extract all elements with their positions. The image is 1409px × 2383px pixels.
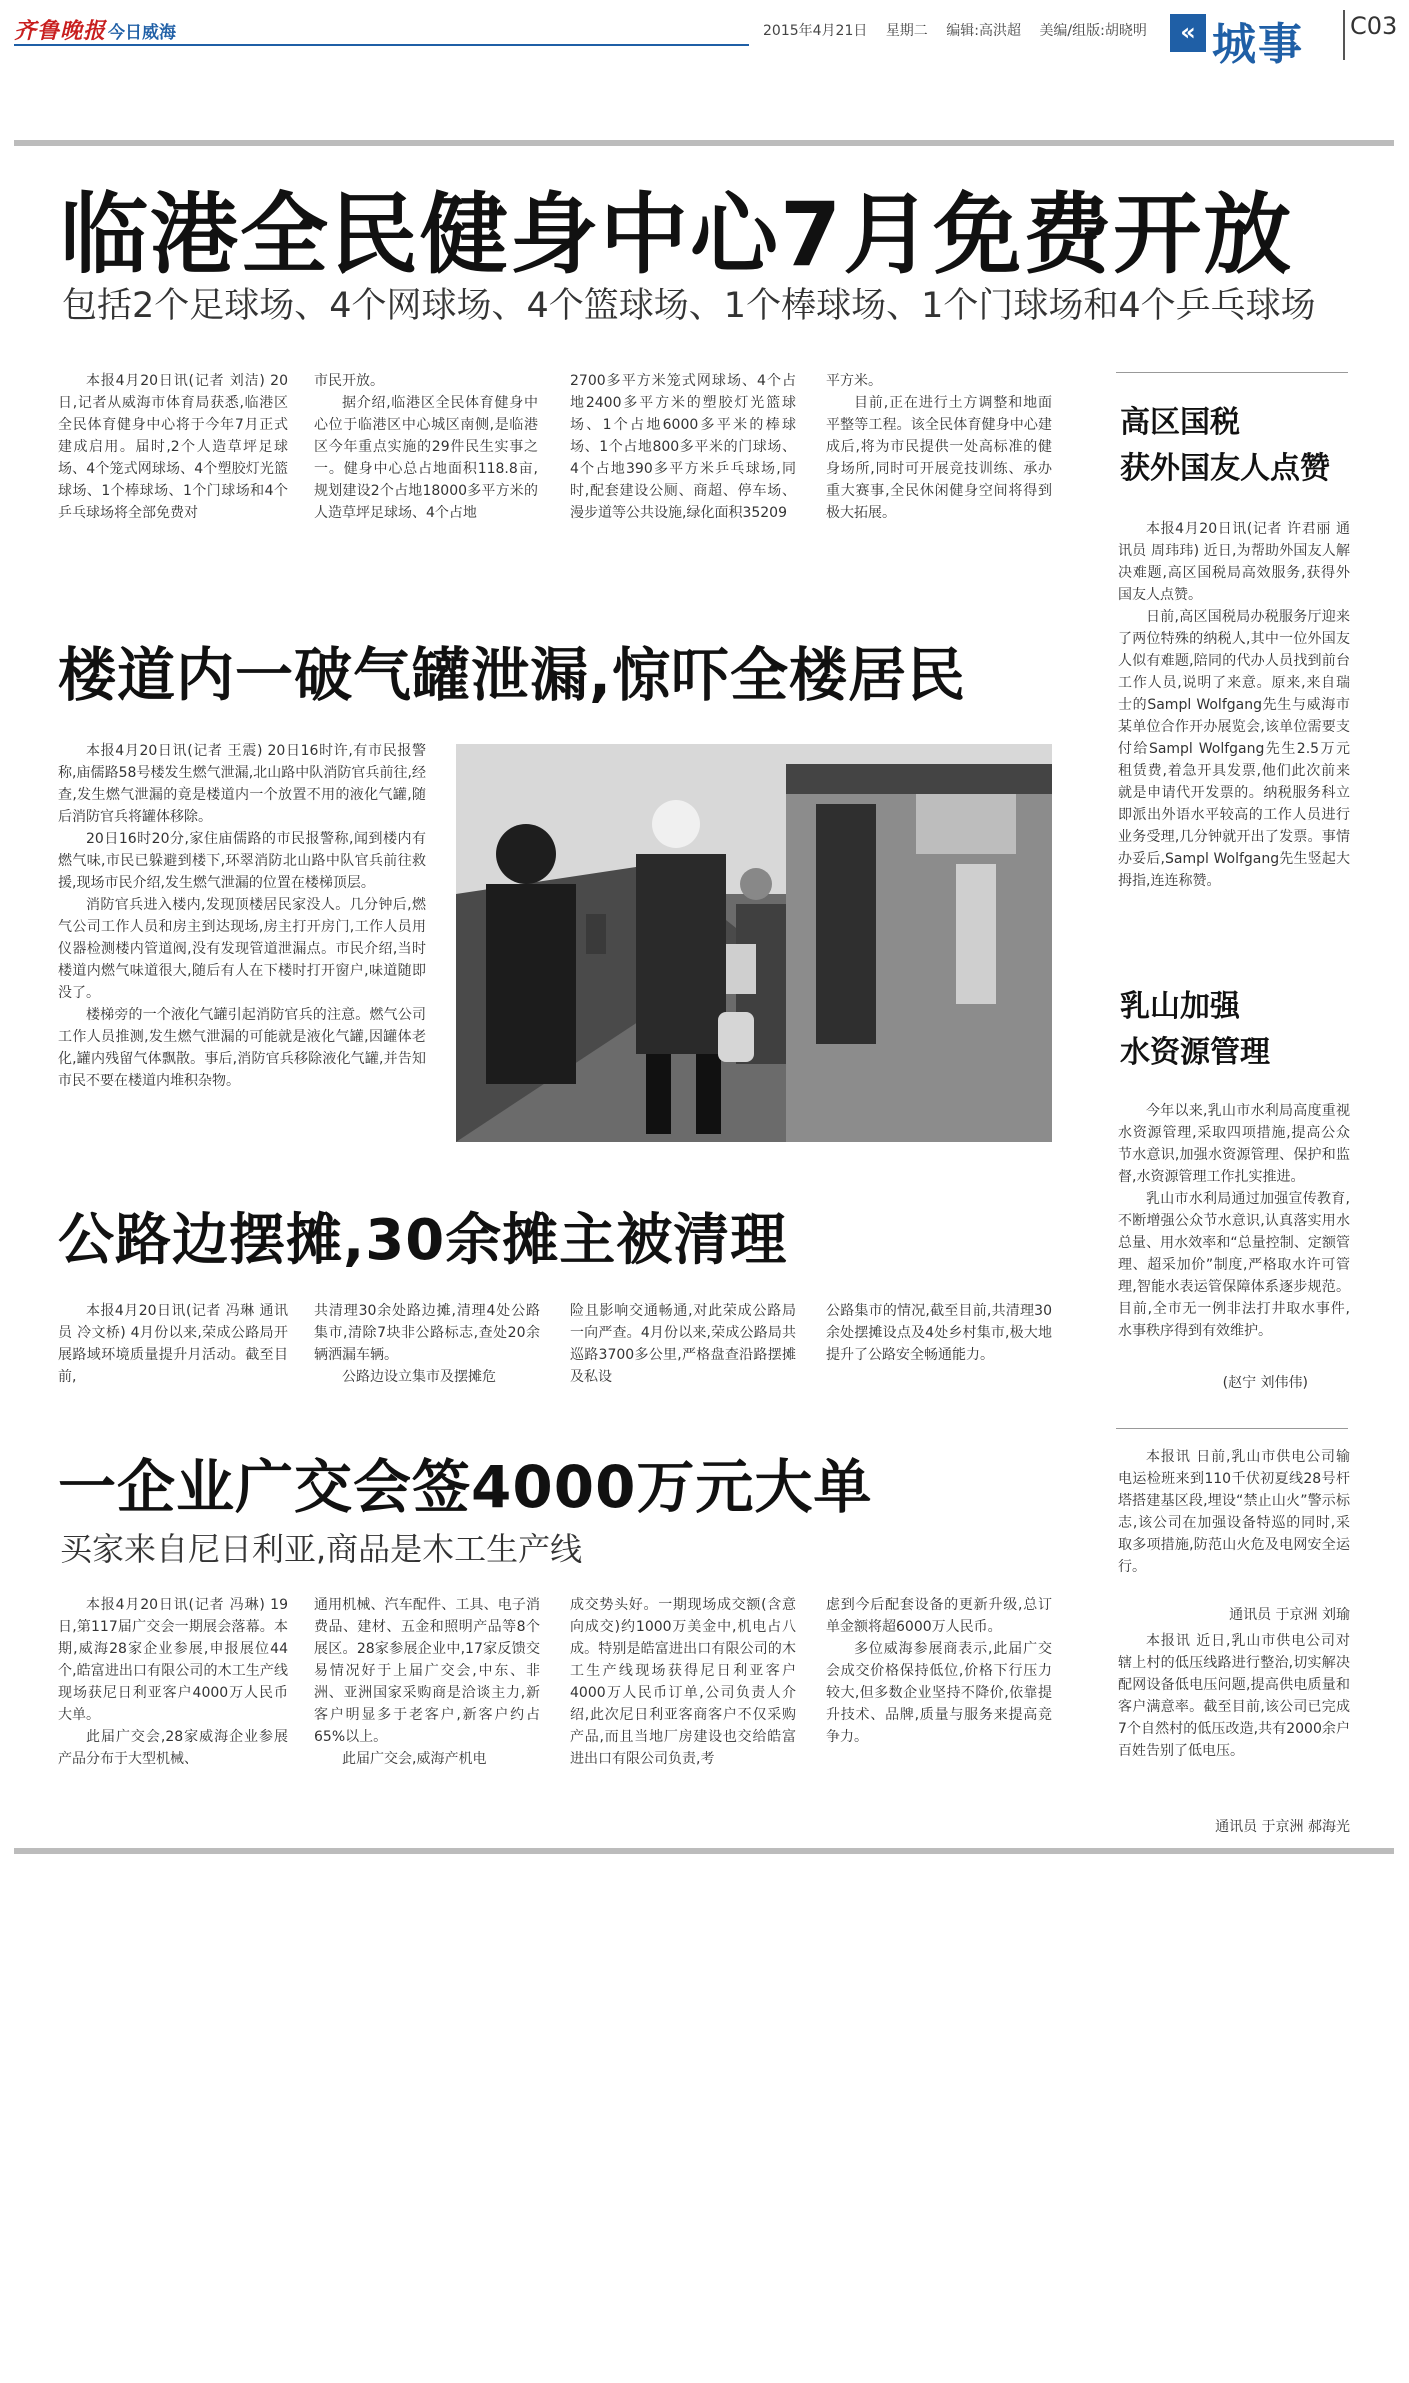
article4-col2	[314, 1594, 540, 1794]
paragraph: 此届广交会,威海产机电	[342, 1751, 487, 1767]
sidebar-headline-water	[1120, 984, 1270, 1076]
article1-col1	[58, 370, 288, 548]
paragraph: 市民开放。	[314, 373, 384, 389]
dateline	[763, 20, 1161, 40]
article4-col1	[58, 1594, 288, 1794]
sidebar-tax-text	[1118, 518, 1350, 980]
subhead-fitness-center: 包括2个足球场、4个网球场、4个篮球场、1个棒球场、1个门球场和4个乒乓球场	[62, 286, 1316, 326]
paragraph: 本报4月20日讯(记者 冯琳) 19日,第117届广交会一期展会落幕。本期,威海28家企业参展,申报展位44个,皓富进出口有限公司的木工生产线现场获尼日利亚客户4000万人民币大单。	[58, 1597, 288, 1723]
news-photo	[456, 744, 1052, 1142]
double-chevron-left-icon: «	[1170, 14, 1206, 52]
paragraph: 本报4月20日讯(记者 许君丽 通讯员 周玮玮) 近日,为帮助外国友人解决难题,高区国税局高效服务,获得外国友人点赞。	[1118, 521, 1350, 603]
headline-line: 高区国税	[1120, 405, 1240, 440]
paragraph: 20日16时20分,家住庙儒路的市民报警称,闻到楼内有燃气味,市民已躲避到楼下,环翠消防北山路中队官兵前往救援,现场市民介绍,发生燃气泄漏的位置在楼梯顶层。	[58, 831, 426, 891]
article3-col3	[570, 1300, 796, 1392]
issue-date: 2015年4月21日	[763, 23, 868, 39]
sidebar-power-text-1	[1118, 1446, 1350, 1600]
editor-credit: 编辑:高洪超	[946, 23, 1021, 39]
page-number: C03	[1350, 12, 1398, 40]
header-separator	[1343, 10, 1345, 60]
headline-gas-leak: 楼道内一破气罐泄漏,惊吓全楼居民	[58, 641, 967, 709]
paragraph: 本报4月20日讯(记者 刘洁) 20日,记者从威海市体育局获悉,临港区全民体育健身中心将于今年7月正式建成启用。届时,2个人造草坪足球场、4个笼式网球场、4个塑胶灯光篮球场、1个棒球场、1个门球场和4个乒乓球场将全部免费对	[58, 373, 288, 521]
paragraph: 楼梯旁的一个液化气罐引起消防官兵的注意。燃气公司工作人员推测,发生燃气泄漏的可能就是液化气罐,因罐体老化,罐内残留气体飘散。事后,消防官兵移除液化气罐,并告知市民不要在楼道内堆积杂物。	[58, 1007, 426, 1089]
paragraph: 通用机械、汽车配件、工具、电子消费品、建材、五金和照明产品等8个展区。28家参展企业中,17家反馈交易情况好于上届广交会,中东、非洲、亚洲国家采购商是洽谈主力,新客户明显多于老客户,新客户约占65%以上。	[314, 1597, 540, 1745]
paragraph: 险且影响交通畅通,对此荣成公路局一向严查。4月份以来,荣成公路局共巡路3700多公里,严格盘查沿路摆摊及私设	[570, 1303, 796, 1385]
issue-weekday: 星期二	[885, 23, 928, 39]
headline-roadside-stalls: 公路边摆摊,30余摊主被清理	[58, 1208, 788, 1273]
paragraph: 虑到今后配套设备的更新升级,总订单金额将超6000万人民币。	[826, 1597, 1052, 1635]
article3-col2	[314, 1300, 540, 1392]
headline-line: 水资源管理	[1120, 1035, 1270, 1070]
paragraph: 成交势头好。一期现场成交额(含意向成交)约1000万美金中,机电占八成。特别是皓富进出口有限公司的木工生产线现场获得尼日利亚客户4000万人民币订单,公司负责人介绍,此次尼日利亚客商客户不仅采购产品,而且当地厂房建设也交给皓富进出口有限公司负责,考	[570, 1597, 796, 1767]
byline: 通讯员 于京洲 郝海光	[1215, 1819, 1350, 1835]
paragraph: 乳山市水利局通过加强宣传教育,不断增强公众节水意识,认真落实用水总量、用水效率和“总量控制、定额管理、超采加价”制度,严格取水许可管理,智能水表运管保障体系逐步规范。目前,全市无一例非法打井取水事件,水事秩序得到有效维护。	[1118, 1191, 1350, 1339]
paragraph: 本报讯 近日,乳山市供电公司对辖上村的低压线路进行整治,切实解决配网设备低电压问题,提高供电质量和客户满意率。截至目前,该公司已完成7个自然村的低压改造,共有2000余户百姓告别了低电压。	[1118, 1633, 1350, 1759]
header-rule	[14, 44, 749, 46]
top-divider	[14, 140, 1394, 146]
section-name: 今日威海	[108, 23, 176, 43]
sidebar-rule	[1116, 372, 1348, 373]
article4-col4	[826, 1594, 1052, 1794]
article4-col3	[570, 1594, 796, 1794]
paragraph: 公路边设立集市及摆摊危	[342, 1369, 496, 1385]
article1-col3	[570, 370, 796, 548]
paragraph: 此届广交会,28家威海企业参展产品分布于大型机械、	[58, 1729, 288, 1767]
headline-canton-fair: 一企业广交会签4000万元大单	[58, 1453, 873, 1521]
byline: 通讯员 于京洲 刘瑜	[1229, 1607, 1350, 1623]
sidebar-headline-tax	[1120, 400, 1330, 492]
paragraph: 据介绍,临港区全民体育健身中心位于临港区中心城区南侧,是临港区今年重点实施的29件民生实事之一。健身中心总占地面积118.8亩,规划建设2个占地18000多平方米的人造草坪足球场、4个占地	[314, 395, 538, 521]
paragraph: 本报4月20日讯(记者 冯琳 通讯员 冷文桥) 4月份以来,荣成公路局开展路域环境质量提升月活动。截至目前,	[58, 1303, 288, 1385]
bottom-divider	[14, 1848, 1394, 1854]
sidebar-rule	[1116, 1428, 1348, 1429]
subhead-canton-fair: 买家来自尼日利亚,商品是木工生产线	[60, 1530, 583, 1568]
paragraph: 平方米。	[826, 373, 882, 389]
masthead-logo: 齐鲁晚报	[14, 18, 107, 44]
designer-credit: 美编/组版:胡晓明	[1039, 23, 1147, 39]
paragraph: 2700多平方米笼式网球场、4个占地2400多平方米的塑胶灯光篮球场、1个占地6000多平米的棒球场、1个占地800多平米的门球场、4个占地390多平方米乒乓球场,同时,配套建设公厕、商超、停车场、漫步道等公共设施,绿化面积35209	[570, 373, 796, 521]
article3-col4	[826, 1300, 1052, 1392]
headline-fitness-center: 临港全民健身中心7月免费开放	[60, 183, 1294, 286]
paragraph: 今年以来,乳山市水利局高度重视水资源管理,采取四项措施,提高公众节水意识,加强水资源管理、保护和监督,水资源管理工作扎实推进。	[1118, 1103, 1350, 1185]
paragraph: 本报4月20日讯(记者 王震) 20日16时许,有市民报警称,庙儒路58号楼发生燃气泄漏,北山路中队消防官兵前往,经查,发生燃气泄漏的竟是楼道内一个放置不用的液化气罐,随后消防官兵将罐体移除。	[58, 743, 426, 825]
paragraph: 目前,正在进行土方调整和地面平整等工程。该全民体育健身中心建成后,将为市民提供一处高标准的健身场所,同时可开展竞技训练、承办重大赛事,全民休闲健身空间将得到极大拓展。	[826, 395, 1052, 521]
headline-line: 乳山加强	[1120, 989, 1240, 1024]
paragraph: 日前,高区国税局办税服务厅迎来了两位特殊的纳税人,其中一位外国友人似有难题,陪同的代办人员找到前台工作人员,说明了来意。原来,来自瑞士的Sampl Wolfgang先生与威海市某单位合作开办展览会,该单位需要支付给Sampl Wolfgang先生2.5万元租赁费,着急开具发票,他们此次前来就是申请代开发票的。纳税服务科立即派出外语水平较高的工作人员进行业务受理,几分钟就开出了发票。事情办妥后,Sampl Wolfgang先生竖起大拇指,连连称赞。	[1118, 609, 1350, 889]
article2-text	[58, 740, 426, 1150]
photo-icon	[456, 744, 1052, 1142]
paragraph: 多位威海参展商表示,此届广交会成交价格保持低位,价格下行压力较大,但多数企业坚持不降价,依靠提升技术、品牌,质量与服务来提高竞争力。	[826, 1641, 1052, 1745]
article1-col4	[826, 370, 1052, 548]
article3-col1	[58, 1300, 288, 1392]
topic-title: 城事	[1212, 19, 1304, 70]
sidebar-water-text	[1118, 1100, 1350, 1372]
paragraph: 共清理30余处路边摊,清理4处公路集市,清除7块非公路标志,查处20余辆洒漏车辆。	[314, 1303, 540, 1363]
sidebar-power-text-2	[1118, 1630, 1350, 1812]
article1-col2	[314, 370, 538, 548]
byline: (赵宁 刘伟伟)	[1222, 1375, 1308, 1391]
paragraph: 本报讯 日前,乳山市供电公司输电运检班来到110千伏初夏线28号杆塔搭建基区段,埋设“禁止山火”警示标志,该公司在加强设备特巡的同时,采取多项措施,防范山火危及电网安全运行。	[1118, 1449, 1350, 1575]
headline-line: 获外国友人点赞	[1120, 451, 1330, 486]
paragraph: 公路集市的情况,截至目前,共清理30余处摆摊设点及4处乡村集市,极大地提升了公路安全畅通能力。	[826, 1303, 1052, 1363]
paragraph: 消防官兵进入楼内,发现顶楼居民家没人。几分钟后,燃气公司工作人员和房主到达现场,房主打开房门,工作人员用仪器检测楼内管道阀,没有发现管道泄漏点。市民介绍,当时楼道内燃气味道很大,随后有人在下楼时打开窗户,味道随即没了。	[58, 897, 426, 1001]
